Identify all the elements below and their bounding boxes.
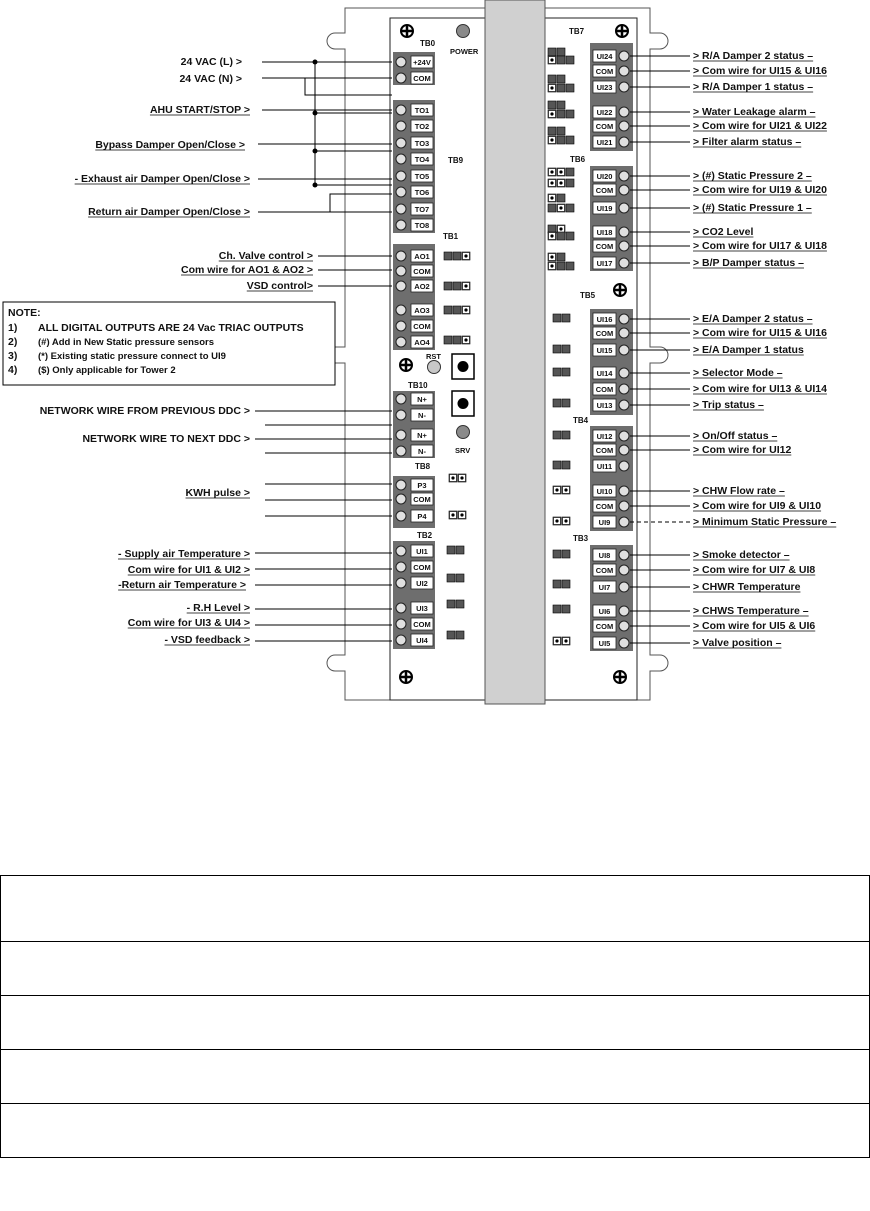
- terminal-label: UI10: [596, 487, 613, 496]
- right-signal-label: > E/A Damper 1 status: [693, 344, 804, 356]
- terminal-label: UI24: [596, 52, 613, 61]
- terminal-screw-icon[interactable]: [619, 582, 629, 592]
- terminal-screw-icon[interactable]: [619, 550, 629, 560]
- note-text: (*) Existing static pressure connect to UI9: [38, 351, 226, 362]
- terminal-screw-icon[interactable]: [619, 314, 629, 324]
- terminal-screw-icon[interactable]: [619, 445, 629, 455]
- left-signal-label: AHU START/STOP >: [149, 104, 250, 116]
- left-signal-label: - VSD feedback >: [164, 634, 250, 646]
- right-signal-label: > Com wire for UI9 & UI10: [693, 500, 822, 512]
- jumper-pin: [553, 368, 561, 376]
- terminal-label: COM: [413, 322, 431, 331]
- jumper-dot-icon: [550, 196, 553, 199]
- right-signal-label: > R/A Damper 2 status –: [693, 50, 814, 62]
- jumper-pin: [557, 262, 565, 270]
- jumper-pin: [453, 282, 461, 290]
- terminal-label: UI4: [416, 636, 428, 645]
- screw-icon: [400, 671, 412, 683]
- jumper-pin: [557, 101, 565, 109]
- power-led-icon: [457, 25, 470, 38]
- right-signal-label: > Com wire for UI7 & UI8: [693, 564, 816, 576]
- jumper-pin: [566, 136, 574, 144]
- terminal-label: COM: [413, 495, 431, 504]
- jumper-pin: [456, 631, 464, 639]
- right-signal-label: > CO2 Level: [693, 226, 754, 238]
- jumper-pin: [553, 399, 561, 407]
- terminal-label: UI14: [596, 369, 613, 378]
- terminal-screw-icon[interactable]: [396, 220, 406, 230]
- block-header: TB7: [569, 27, 585, 36]
- terminal-screw-icon[interactable]: [619, 565, 629, 575]
- terminal-screw-icon[interactable]: [396, 73, 406, 83]
- srv-button-knob-icon: [458, 398, 469, 409]
- jumper-pin: [562, 461, 570, 469]
- terminal-screw-icon[interactable]: [619, 258, 629, 268]
- terminal-screw-icon[interactable]: [619, 517, 629, 527]
- terminal-label: COM: [595, 329, 614, 338]
- terminal-label: UI23: [596, 83, 613, 92]
- jumper-pin: [562, 605, 570, 613]
- jumper-dot-icon: [550, 170, 553, 173]
- jumper-pin: [447, 600, 455, 608]
- terminal-screw-icon[interactable]: [396, 480, 406, 490]
- screw-icon: [614, 284, 626, 296]
- jumper-pin: [562, 580, 570, 588]
- terminal-label: UI16: [596, 315, 613, 324]
- right-signal-label: > B/P Damper status –: [693, 257, 804, 269]
- terminal-screw-icon[interactable]: [619, 501, 629, 511]
- jumper-pin: [566, 179, 574, 187]
- terminal-label: TO7: [414, 205, 430, 214]
- note-number: 1): [8, 322, 18, 334]
- terminal-screw-icon[interactable]: [619, 621, 629, 631]
- jumper-pin: [447, 631, 455, 639]
- right-signal-label: > CHW Flow rate –: [693, 485, 785, 497]
- left-signal-label: Com wire for UI3 & UI4 >: [127, 617, 250, 629]
- jumper-dot-icon: [564, 639, 567, 642]
- table-row: [0, 1050, 870, 1104]
- terminal-label: TO4: [414, 155, 430, 164]
- jumper-pin: [456, 600, 464, 608]
- terminal-screw-icon[interactable]: [396, 204, 406, 214]
- right-signal-label: > Com wire for UI21 & UI22: [693, 120, 827, 132]
- right-signal-label: > Com wire for UI19 & UI20: [693, 184, 827, 196]
- jumper-pin: [548, 101, 556, 109]
- terminal-screw-icon[interactable]: [619, 431, 629, 441]
- left-signal-label: Ch. Valve control >: [218, 250, 313, 262]
- jumper-pin: [444, 252, 452, 260]
- jumper-dot-icon: [550, 181, 553, 184]
- terminal-label: UI12: [596, 432, 613, 441]
- jumper-dot-icon: [550, 86, 553, 89]
- terminal-screw-icon[interactable]: [396, 410, 406, 420]
- terminal-screw-icon[interactable]: [396, 394, 406, 404]
- jumper-dot-icon: [550, 58, 553, 61]
- terminal-label: UI13: [596, 401, 613, 410]
- terminal-label: COM: [595, 622, 614, 631]
- left-signal-label: 24 VAC (N) >: [179, 73, 242, 85]
- jumper-pin: [553, 345, 561, 353]
- terminal-label: UI15: [596, 346, 613, 355]
- jumper-dot-icon: [464, 284, 467, 287]
- terminal-screw-icon[interactable]: [396, 578, 406, 588]
- block-header: TB1: [443, 232, 459, 241]
- jumper-dot-icon: [550, 255, 553, 258]
- terminal-label: N+: [417, 431, 427, 440]
- terminal-screw-icon[interactable]: [396, 446, 406, 456]
- terminal-screw-icon[interactable]: [619, 606, 629, 616]
- left-signal-label: - R.H Level >: [186, 602, 250, 614]
- right-signal-label: > Com wire for UI15 & UI16: [693, 327, 827, 339]
- left-signal-label: NETWORK WIRE FROM PREVIOUS DDC >: [39, 405, 250, 417]
- terminal-screw-icon[interactable]: [396, 138, 406, 148]
- terminal-screw-icon[interactable]: [396, 635, 406, 645]
- jumper-pin: [548, 48, 556, 56]
- jumper-dot-icon: [550, 264, 553, 267]
- jumper-pin: [548, 204, 556, 212]
- left-signal-label: - Supply air Temperature >: [118, 548, 250, 560]
- terminal-screw-icon[interactable]: [619, 203, 629, 213]
- jumper-pin: [548, 127, 556, 135]
- jumper-pin: [557, 232, 565, 240]
- jumper-dot-icon: [464, 308, 467, 311]
- terminal-screw-icon[interactable]: [619, 384, 629, 394]
- right-signal-label: > Com wire for UI15 & UI16: [693, 65, 827, 77]
- right-signal-label: > Smoke detector –: [693, 549, 790, 561]
- jumper-dot-icon: [559, 206, 562, 209]
- left-signal-label: Return air Damper Open/Close >: [88, 206, 250, 218]
- jumper-pin: [566, 168, 574, 176]
- terminal-screw-icon[interactable]: [396, 57, 406, 67]
- terminal-label: COM: [595, 385, 614, 394]
- jumper-dot-icon: [550, 234, 553, 237]
- jumper-dot-icon: [555, 519, 558, 522]
- terminal-label: COM: [595, 67, 614, 76]
- terminal-label: UI18: [596, 228, 613, 237]
- right-signal-label: > Com wire for UI13 & UI14: [693, 383, 827, 395]
- terminal-label: COM: [595, 502, 614, 511]
- table-row: [0, 996, 870, 1050]
- right-signal-label: > Water Leakage alarm –: [693, 106, 816, 118]
- jumper-dot-icon: [555, 488, 558, 491]
- screw-icon: [614, 671, 626, 683]
- terminal-screw-icon[interactable]: [619, 241, 629, 251]
- terminal-label: UI5: [598, 639, 611, 648]
- right-signal-label: > Com wire for UI5 & UI6: [693, 620, 816, 632]
- terminal-screw-icon[interactable]: [396, 187, 406, 197]
- note-number: 2): [8, 336, 18, 348]
- jumper-pin: [453, 306, 461, 314]
- jumper-dot-icon: [464, 254, 467, 257]
- jumper-pin: [566, 204, 574, 212]
- jumper-pin: [557, 48, 565, 56]
- terminal-label: COM: [595, 186, 614, 195]
- block-header: TB10: [408, 381, 428, 390]
- terminal-label: COM: [595, 566, 614, 575]
- terminal-label: TO8: [414, 221, 430, 230]
- jumper-pin: [553, 431, 561, 439]
- jumper-pin: [447, 574, 455, 582]
- terminal-screw-icon[interactable]: [396, 511, 406, 521]
- jumper-pin: [562, 399, 570, 407]
- jumper-pin: [447, 546, 455, 554]
- terminal-screw-icon[interactable]: [619, 400, 629, 410]
- terminal-screw-icon[interactable]: [619, 51, 629, 61]
- terminal-label: N-: [418, 447, 426, 456]
- terminal-screw-icon[interactable]: [619, 227, 629, 237]
- terminal-label: COM: [413, 563, 431, 572]
- left-signal-label: -Return air Temperature >: [118, 579, 246, 591]
- jumper-dot-icon: [451, 476, 454, 479]
- right-labels: [693, 50, 836, 649]
- jumper-dot-icon: [559, 170, 562, 173]
- jumper-pin: [453, 252, 461, 260]
- terminal-label: N+: [417, 395, 427, 404]
- right-signal-label: > Minimum Static Pressure –: [693, 516, 837, 528]
- terminal-label: UI21: [596, 138, 613, 147]
- jumper-pin: [562, 345, 570, 353]
- terminal-label: N-: [418, 411, 426, 420]
- right-signal-label: > Com wire for UI17 & UI18: [693, 240, 827, 252]
- right-signal-label: > CHWS Temperature –: [693, 605, 809, 617]
- terminal-label: COM: [413, 74, 431, 83]
- jumper-pin: [557, 194, 565, 202]
- table-row: [0, 942, 870, 996]
- block-header: TB4: [573, 416, 589, 425]
- terminal-label: TO3: [414, 139, 430, 148]
- right-signal-label: > (#) Static Pressure 1 –: [693, 202, 812, 214]
- terminal-label: COM: [413, 620, 431, 629]
- block-header: TB9: [448, 156, 464, 165]
- terminal-screw-icon[interactable]: [619, 368, 629, 378]
- jumper-pin: [553, 550, 561, 558]
- terminal-label: UI11: [596, 462, 613, 471]
- terminal-label: UI17: [596, 259, 613, 268]
- jumper-pin: [562, 550, 570, 558]
- left-signal-label: KWH pulse >: [185, 487, 250, 499]
- power-label: POWER: [450, 47, 479, 56]
- screw-icon: [616, 25, 628, 37]
- terminal-screw-icon[interactable]: [396, 619, 406, 629]
- jumper-dot-icon: [564, 488, 567, 491]
- terminal-screw-icon[interactable]: [619, 107, 629, 117]
- terminal-screw-icon[interactable]: [619, 461, 629, 471]
- terminal-screw-icon[interactable]: [619, 486, 629, 496]
- terminal-label: UI3: [416, 604, 428, 613]
- terminal-screw-icon[interactable]: [396, 603, 406, 613]
- srv-led-icon: [457, 426, 470, 439]
- terminal-screw-icon[interactable]: [619, 82, 629, 92]
- left-signal-label: - Exhaust air Damper Open/Close >: [74, 173, 250, 185]
- rst-button-knob-icon: [458, 361, 469, 372]
- jumper-dot-icon: [451, 513, 454, 516]
- terminal-label: COM: [595, 122, 614, 131]
- jumper-pin: [453, 336, 461, 344]
- terminal-screw-icon[interactable]: [619, 328, 629, 338]
- rst-led-icon: [428, 361, 441, 374]
- jumper-pin: [553, 461, 561, 469]
- right-signal-label: > E/A Damper 2 status –: [693, 313, 813, 325]
- srv-label: SRV: [455, 446, 471, 455]
- terminal-screw-icon[interactable]: [396, 337, 406, 347]
- terminal-screw-icon[interactable]: [396, 121, 406, 131]
- left-signal-label: NETWORK WIRE TO NEXT DDC >: [82, 433, 250, 445]
- note-number: 3): [8, 350, 18, 362]
- terminal-screw-icon[interactable]: [396, 430, 406, 440]
- terminal-screw-icon[interactable]: [619, 66, 629, 76]
- jumper-pin: [562, 314, 570, 322]
- terminal-screw-icon[interactable]: [619, 345, 629, 355]
- note-number: 4): [8, 364, 18, 376]
- jumper-pin: [557, 110, 565, 118]
- right-signal-label: > Valve position –: [693, 637, 782, 649]
- terminal-label: UI9: [598, 518, 611, 527]
- center-channel: [485, 0, 545, 704]
- note-text: ($) Only applicable for Tower 2: [38, 365, 176, 376]
- jumper-pin: [562, 368, 570, 376]
- jumper-pin: [557, 127, 565, 135]
- jumper-pin: [553, 314, 561, 322]
- jumper-pin: [553, 580, 561, 588]
- block-header: TB0: [420, 39, 436, 48]
- terminal-screw-icon[interactable]: [619, 638, 629, 648]
- jumper-pin: [557, 253, 565, 261]
- block-header: TB2: [417, 531, 433, 540]
- jumper-dot-icon: [559, 227, 562, 230]
- jumper-pin: [456, 546, 464, 554]
- screw-icon: [400, 359, 412, 371]
- terminal-label: COM: [595, 242, 614, 251]
- terminal-label: TO6: [414, 188, 430, 197]
- note-text: ALL DIGITAL OUTPUTS ARE 24 Vac TRIAC OUTPUTS: [38, 322, 304, 334]
- terminal-label: COM: [595, 446, 614, 455]
- terminal-label: TO2: [414, 122, 430, 131]
- terminal-label: +24V: [413, 58, 431, 67]
- jumper-pin: [566, 232, 574, 240]
- jumper-dot-icon: [564, 519, 567, 522]
- terminal-label: UI2: [416, 579, 428, 588]
- left-signal-label: Bypass Damper Open/Close >: [95, 139, 245, 151]
- terminal-screw-icon[interactable]: [619, 185, 629, 195]
- terminal-screw-icon[interactable]: [396, 321, 406, 331]
- jumper-dot-icon: [550, 112, 553, 115]
- jumper-pin: [566, 110, 574, 118]
- terminal-screw-icon[interactable]: [396, 546, 406, 556]
- right-signal-label: > R/A Damper 1 status –: [693, 81, 814, 93]
- block-header: TB6: [570, 155, 586, 164]
- jumper-dot-icon: [559, 181, 562, 184]
- jumper-pin: [557, 136, 565, 144]
- rst-label: RST: [426, 352, 441, 361]
- terminal-screw-icon[interactable]: [396, 154, 406, 164]
- right-signal-label: > (#) Static Pressure 2 –: [693, 170, 812, 182]
- jumper-pin: [548, 75, 556, 83]
- jumper-dot-icon: [555, 639, 558, 642]
- terminal-label: AO2: [414, 282, 430, 291]
- right-signal-label: > CHWR Temperature: [693, 581, 801, 593]
- jumper-dot-icon: [460, 513, 463, 516]
- jumper-dot-icon: [550, 138, 553, 141]
- terminal-label: AO3: [414, 306, 430, 315]
- right-signal-label: > Selector Mode –: [693, 367, 783, 379]
- terminal-label: AO1: [414, 252, 430, 261]
- terminal-label: UI19: [596, 204, 613, 213]
- jumper-dot-icon: [464, 338, 467, 341]
- terminal-screw-icon[interactable]: [619, 121, 629, 131]
- block-header: TB3: [573, 534, 589, 543]
- right-signal-label: > Trip status –: [693, 399, 764, 411]
- terminal-label: P3: [417, 481, 427, 490]
- jumper-pin: [557, 84, 565, 92]
- terminal-label: TO5: [414, 172, 430, 181]
- jumper-pin: [444, 336, 452, 344]
- terminal-label: TO1: [414, 106, 430, 115]
- left-signal-label: VSD control>: [246, 280, 313, 292]
- right-signal-label: > Com wire for UI12: [693, 444, 792, 456]
- jumper-pin: [566, 56, 574, 64]
- jumper-pin: [562, 431, 570, 439]
- jumper-pin: [566, 262, 574, 270]
- terminal-screw-icon[interactable]: [396, 494, 406, 504]
- terminal-screw-icon[interactable]: [396, 562, 406, 572]
- table-row: [0, 1104, 870, 1158]
- block-header: TB8: [415, 462, 431, 471]
- terminal-label: UI7: [598, 583, 611, 592]
- jumper-pin: [444, 282, 452, 290]
- jumper-pin: [557, 75, 565, 83]
- block-header: TB5: [580, 291, 596, 300]
- terminal-screw-icon[interactable]: [396, 105, 406, 115]
- note-title: NOTE:: [8, 307, 41, 319]
- jumper-pin: [444, 306, 452, 314]
- jumper-pin: [566, 84, 574, 92]
- terminal-label: UI1: [416, 547, 428, 556]
- left-signal-label: 24 VAC (L) >: [180, 56, 242, 68]
- left-signal-label: Com wire for AO1 & AO2 >: [181, 264, 313, 276]
- terminal-screw-icon[interactable]: [396, 251, 406, 261]
- note-text: (#) Add in New Static pressure sensors: [38, 337, 214, 348]
- jumper-dot-icon: [460, 476, 463, 479]
- empty-table: [0, 875, 870, 1158]
- terminal-screw-icon[interactable]: [396, 266, 406, 276]
- right-signal-label: > Filter alarm status –: [693, 136, 802, 148]
- terminal-screw-icon[interactable]: [396, 281, 406, 291]
- terminal-screw-icon[interactable]: [396, 171, 406, 181]
- right-signal-label: > On/Off status –: [693, 430, 778, 442]
- terminal-screw-icon[interactable]: [619, 137, 629, 147]
- terminal-label: UI22: [596, 108, 613, 117]
- jumper-pin: [553, 605, 561, 613]
- terminal-label: UI20: [596, 172, 613, 181]
- terminal-screw-icon[interactable]: [396, 305, 406, 315]
- terminal-label: AO4: [414, 338, 430, 347]
- terminal-label: UI8: [598, 551, 611, 560]
- jumper-pin: [557, 56, 565, 64]
- left-signal-label: Com wire for UI1 & UI2 >: [127, 564, 250, 576]
- terminal-label: COM: [413, 267, 431, 276]
- terminal-screw-icon[interactable]: [619, 171, 629, 181]
- jumper-pin: [456, 574, 464, 582]
- screw-icon: [401, 25, 413, 37]
- terminal-label: UI6: [598, 607, 611, 616]
- terminal-label: P4: [417, 512, 427, 521]
- table-row: [0, 875, 870, 942]
